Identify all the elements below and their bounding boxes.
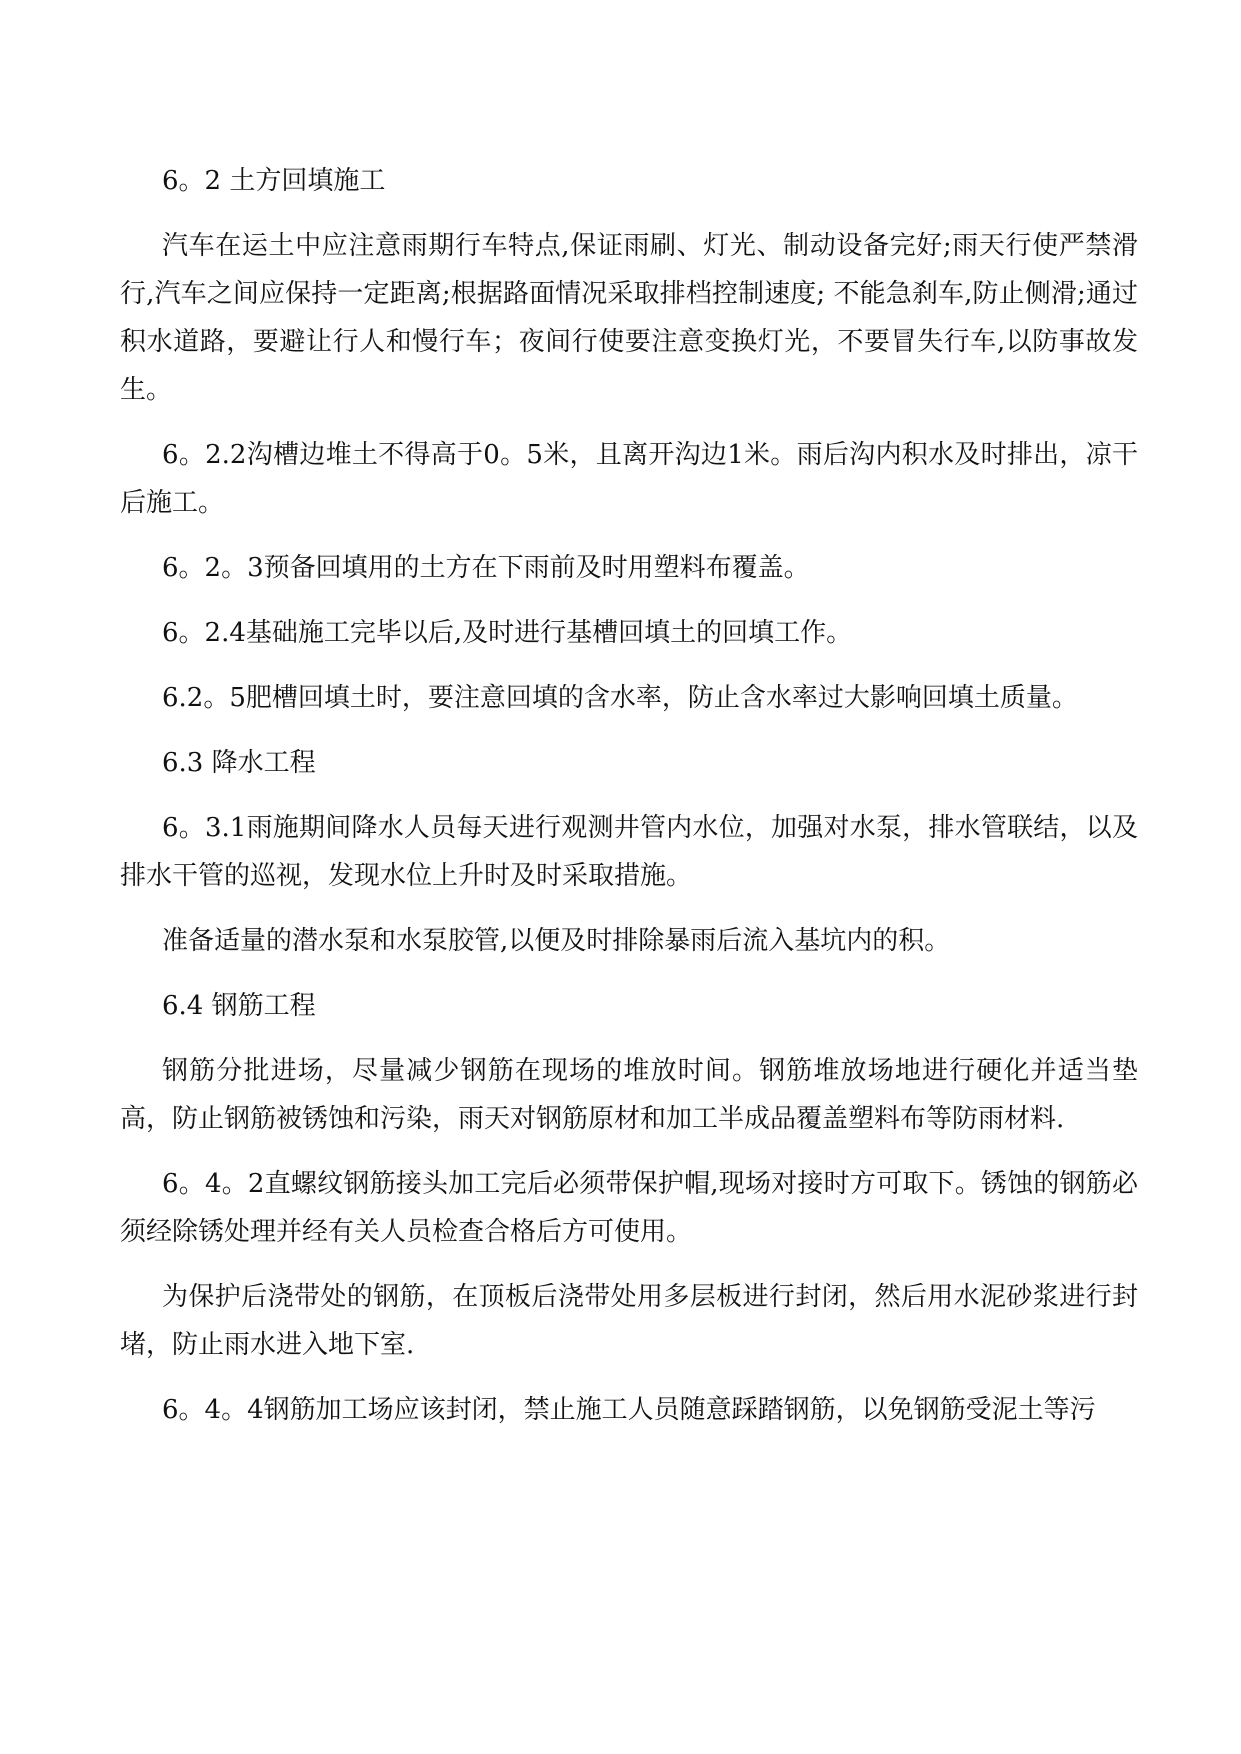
document-page xyxy=(120,157,1138,1451)
paragraph-vehicle-transport: 汽车在运土中应注意雨期行车特点,保证雨刷、灯光、制动设备完好;雨天行使严禁滑行,汽车之间应保持一定距离;根据路面情况采取排档控制速度; 不能急刹车,防止侧滑;通过积水道路，要避让行人和慢行车；夜间行使要注意变换灯光，不要冒失行车,以防事故发生。 xyxy=(120,231,1138,405)
paragraph-6-4-2: 6。4。2直螺纹钢筋接头加工完后必须带保护帽,现场对接时方可取下。锈蚀的钢筋必须经除锈处理并经有关人员检查合格后方可使用。 xyxy=(120,1169,1138,1247)
paragraph-post-cast-strip: 为保护后浇带处的钢筋，在顶板后浇带处用多层板进行封闭，然后用水泥砂浆进行封堵，防止雨水进入地下室. xyxy=(120,1282,1138,1360)
paragraph-rebar-storage: 钢筋分批进场，尽量减少钢筋在现场的堆放时间。钢筋堆放场地进行硬化并适当垫高，防止钢筋被锈蚀和污染，雨天对钢筋原材和加工半成品覆盖塑料布等防雨材料. xyxy=(120,1056,1138,1134)
paragraph-6-2-2: 6。2.2沟槽边堆土不得高于0。5米，且离开沟边1米。雨后沟内积水及时排出，凉干后施工。 xyxy=(120,440,1138,518)
paragraph-6-2-4: 6。2.4基础施工完毕以后,及时进行基槽回填土的回填工作。 xyxy=(162,618,853,648)
section-heading-6-3: 6.3 降水工程 xyxy=(162,748,316,778)
section-heading-6-4: 6.4 钢筋工程 xyxy=(162,991,316,1021)
paragraph-6-3-1: 6。3.1雨施期间降水人员每天进行观测井管内水位，加强对水泵，排水管联结，以及排水干管的巡视，发现水位上升时及时采取措施。 xyxy=(120,813,1138,891)
paragraph-6-2-3: 6。2。3预备回填用的土方在下雨前及时用塑料布覆盖。 xyxy=(162,553,810,583)
paragraph-6-2-5: 6.2。5肥槽回填土时，要注意回填的含水率，防止含水率过大影响回填土质量。 xyxy=(162,683,1078,713)
section-heading-6-2: 6。2 土方回填施工 xyxy=(162,166,386,196)
paragraph-6-4-4: 6。4。4钢筋加工场应该封闭，禁止施工人员随意踩踏钢筋，以免钢筋受泥土等污 xyxy=(162,1395,1096,1425)
paragraph-submersible-pumps: 准备适量的潜水泵和水泵胶管,以便及时排除暴雨后流入基坑内的积。 xyxy=(162,926,951,956)
